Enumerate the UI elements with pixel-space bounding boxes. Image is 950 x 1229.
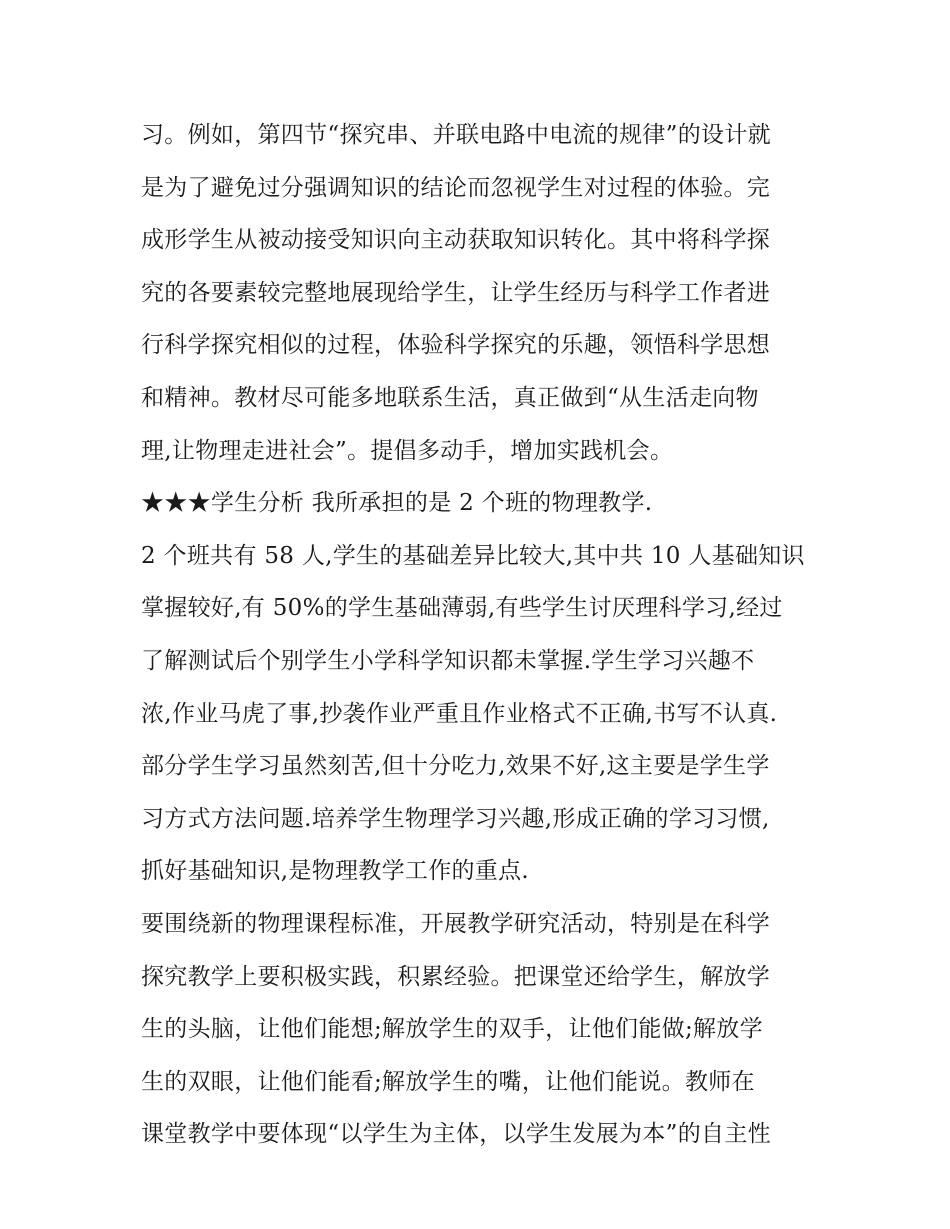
text-line: 和精神。教材尽可能多地联系生活，真正做到“从生活走向物 <box>141 384 759 411</box>
text-line: 2 个班共有 58 人,学生的基础差异比较大,其中共 10 人基础知识 <box>141 542 805 569</box>
text-line: 是为了避免过分强调知识的结论而忽视学生对过程的体验。完 <box>141 174 771 201</box>
text-line: 理,让物理走进社会”。提倡多动手，增加实践机会。 <box>141 437 674 464</box>
text-line: 了解测试后个别学生小学科学知识都未掌握.学生学习兴趣不 <box>141 647 755 674</box>
text-line: 行科学探究相似的过程，体验科学探究的乐趣，领悟科学思想 <box>141 332 771 359</box>
text-line: 生的双眼，让他们能看;解放学生的嘴，让他们能说。教师在 <box>141 1068 755 1095</box>
text-line: 要围绕新的物理课程标准，开展教学研究活动，特别是在科学 <box>141 910 771 937</box>
text-line: 探究教学上要积极实践，积累经验。把课堂还给学生，解放学 <box>141 963 771 990</box>
text-line: 习。例如，第四节“探究串、并联电路中电流的规律”的设计就 <box>141 122 771 148</box>
text-line: 抓好基础知识,是物理教学工作的重点. <box>141 858 530 885</box>
text-line: 成形学生从被动接受知识向主动获取知识转化。其中将科学探 <box>141 227 771 254</box>
text-line: 习方式方法问题.培养学生物理学习兴趣,形成正确的学习习惯, <box>141 805 770 832</box>
text-line: 浓,作业马虎了事,抄袭作业严重且作业格式不正确,书写不认真. <box>141 700 778 727</box>
body-text <box>141 109 813 1161</box>
text-line: 课堂教学中要体现“以学生为主体，以学生发展为本”的自主性 <box>141 1121 771 1148</box>
section-heading-line: ★★★学生分析 我所承担的是 2 个班的物理教学. <box>141 490 653 517</box>
text-line: 生的头脑，让他们能想;解放学生的双手，让他们能做;解放学 <box>141 1016 763 1043</box>
text-line: 究的各要素较完整地展现给学生，让学生经历与科学工作者进 <box>141 279 771 306</box>
text-line: 部分学生学习虽然刻苦,但十分吃力,效果不好,这主要是学生学 <box>141 753 770 780</box>
text-line: 掌握较好,有 50%的学生基础薄弱,有些学生讨厌理科学习,经过 <box>141 595 783 622</box>
